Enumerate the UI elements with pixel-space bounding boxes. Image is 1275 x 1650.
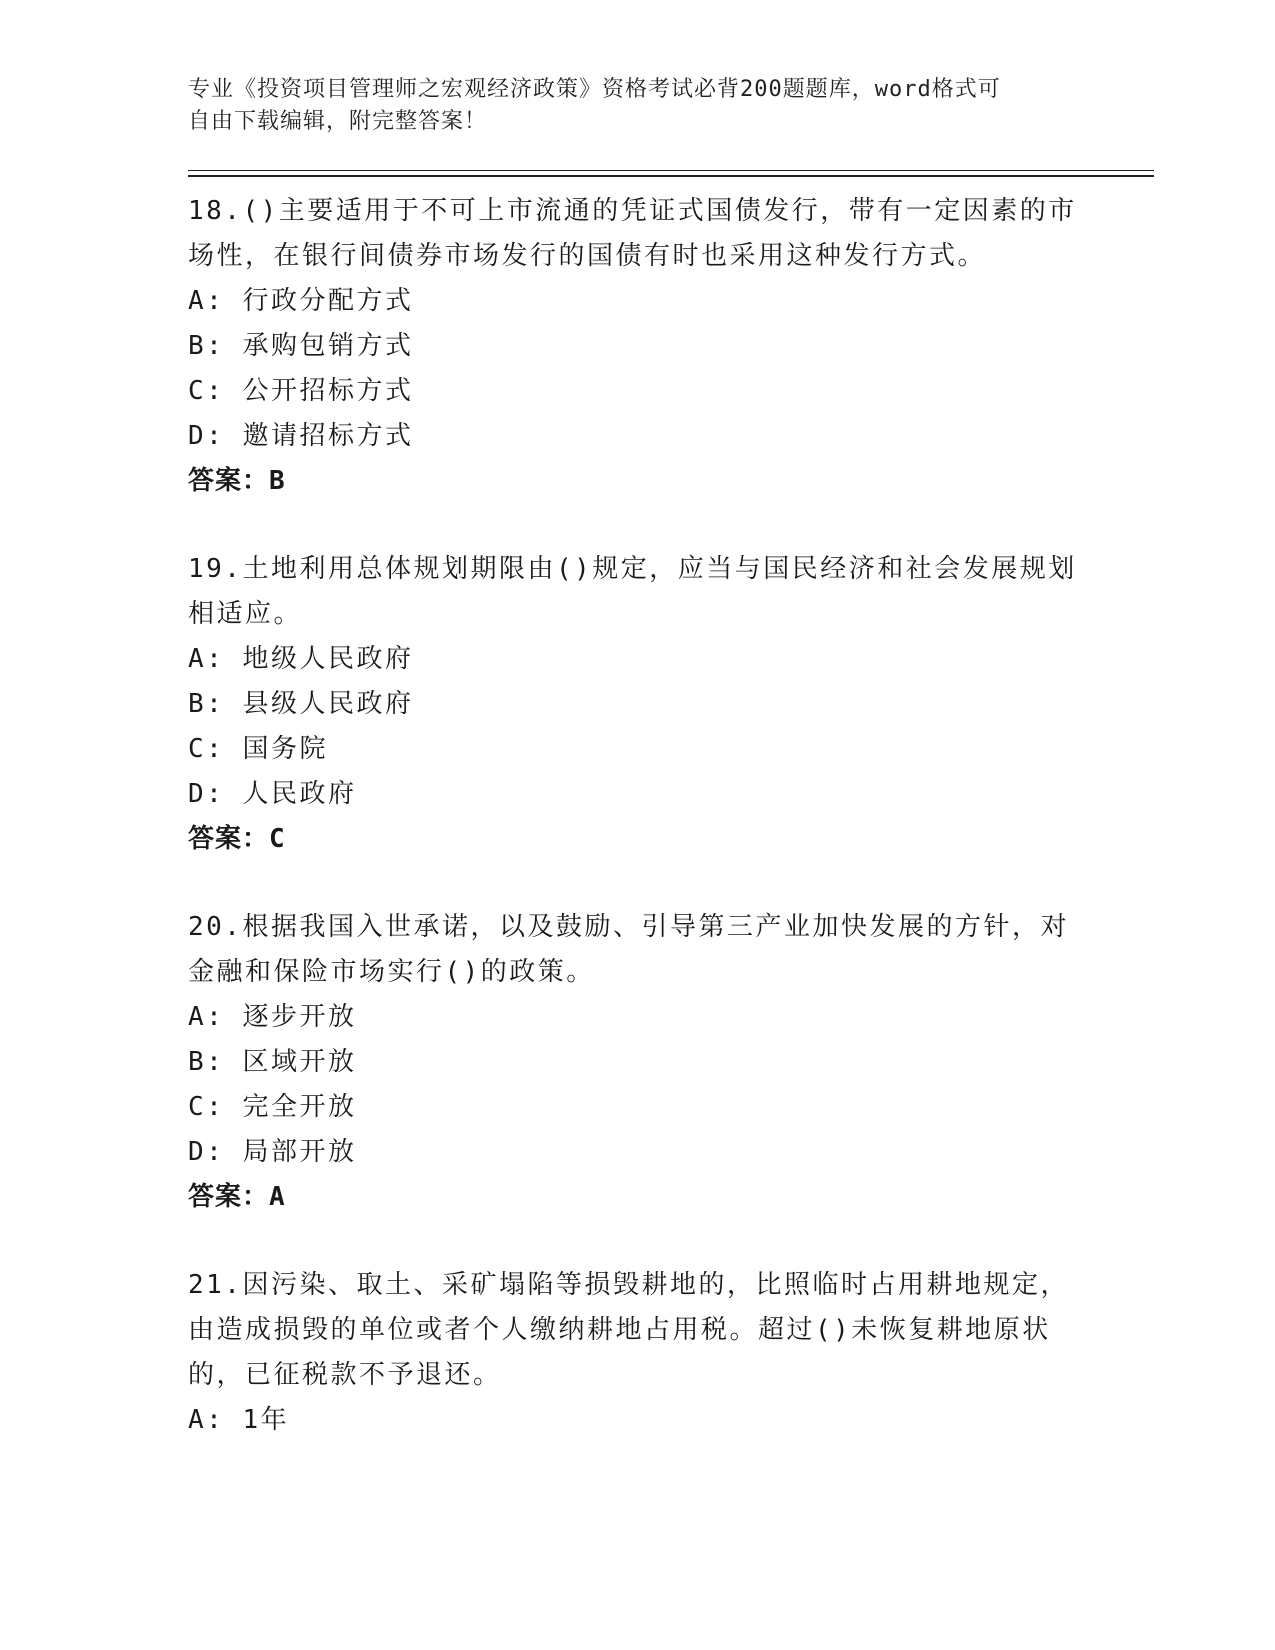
option-b: B: 县级人民政府 xyxy=(188,689,414,719)
option-a: A: 地级人民政府 xyxy=(188,644,414,674)
option-c: C: 完全开放 xyxy=(188,1092,357,1122)
option-a: A: 行政分配方式 xyxy=(188,286,414,316)
question-stem: 的，已征税款不予退还。 xyxy=(188,1360,502,1390)
question-stem: 由造成损毁的单位或者个人缴纳耕地占用税。超过()未恢复耕地原状 xyxy=(188,1315,1051,1345)
question-stem: 金融和保险市场实行()的政策。 xyxy=(188,957,595,987)
answer-text: 答案：A xyxy=(188,1182,286,1212)
option-a: A: 1年 xyxy=(188,1405,290,1435)
option-d: D: 邀请招标方式 xyxy=(188,421,414,451)
question-stem: 场性，在银行间债券市场发行的国债有时也采用这种发行方式。 xyxy=(188,241,987,271)
question-list xyxy=(188,189,1088,1486)
option-c: C: 公开招标方式 xyxy=(188,376,414,406)
question-stem: 18.()主要适用于不可上市流通的凭证式国债发行，带有一定因素的市 xyxy=(188,196,1077,226)
document-header xyxy=(188,74,1068,138)
answer-text: 答案：C xyxy=(188,824,286,854)
option-d: D: 局部开放 xyxy=(188,1137,357,1167)
header-line-2: 自由下载编辑，附完整答案！ xyxy=(188,109,488,134)
answer-text: 答案：B xyxy=(188,466,286,496)
option-b: B: 承购包销方式 xyxy=(188,331,414,361)
question-20 xyxy=(188,905,1088,1220)
option-b: B: 区域开放 xyxy=(188,1047,357,1077)
header-line-1: 专业《投资项目管理师之宏观经济政策》资格考试必背200题题库，word格式可 xyxy=(188,77,1001,102)
option-c: C: 国务院 xyxy=(188,734,328,764)
question-18 xyxy=(188,189,1088,504)
question-stem: 相适应。 xyxy=(188,599,303,629)
header-rule-thin xyxy=(188,170,1154,171)
question-stem: 21.因污染、取土、采矿塌陷等损毁耕地的，比照临时占用耕地规定， xyxy=(188,1270,1069,1300)
question-21 xyxy=(188,1263,1088,1443)
question-stem: 20.根据我国入世承诺，以及鼓励、引导第三产业加快发展的方针，对 xyxy=(188,912,1069,942)
header-rule-thick xyxy=(188,175,1154,177)
option-a: A: 逐步开放 xyxy=(188,1002,357,1032)
question-19 xyxy=(188,547,1088,862)
option-d: D: 人民政府 xyxy=(188,779,357,809)
question-stem: 19.土地利用总体规划期限由()规定，应当与国民经济和社会发展规划 xyxy=(188,554,1077,584)
